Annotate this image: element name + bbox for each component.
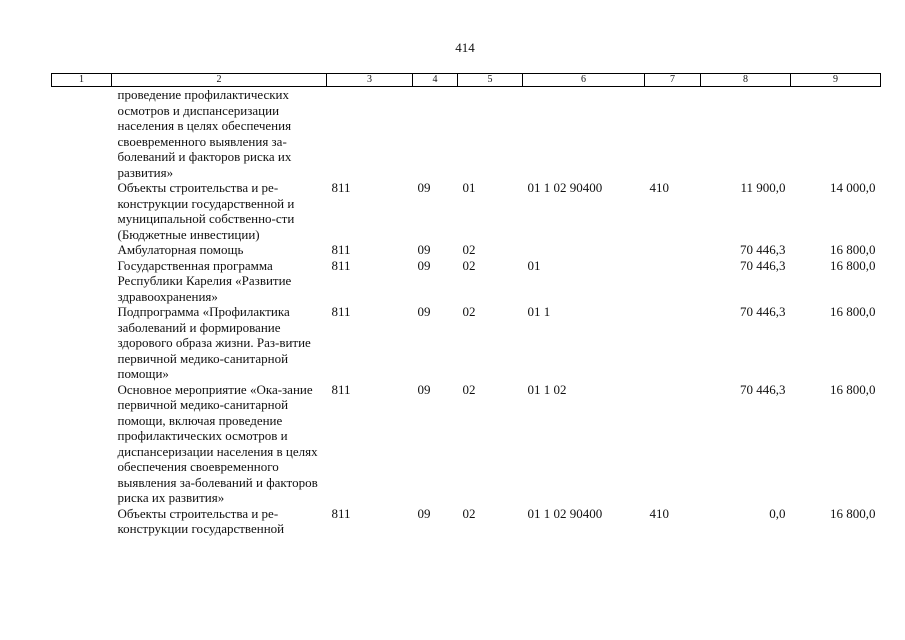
- column-number-7: 7: [645, 74, 701, 87]
- row-name: Объекты строительства и ре-конструкции государственной: [117, 505, 285, 536]
- row-sum-1: 70 446,3: [740, 304, 786, 319]
- column-number-6: 6: [523, 74, 645, 87]
- row-sum-1: 0,0: [769, 505, 786, 521]
- row-target-article: 01 1 02: [527, 381, 567, 397]
- row-name: проведение профилактических осмотров и диспансеризации населения в целях обеспечения своевременного выявления за-болеваний и факторов риска их развития»: [117, 87, 292, 180]
- row-sum-1: 11 900,0: [740, 180, 786, 195]
- row-grbs: 811: [331, 257, 351, 273]
- table-row: [52, 506, 881, 537]
- column-number-2: 2: [112, 74, 327, 87]
- table-row: [52, 304, 881, 382]
- row-name: Подпрограмма «Профилактика заболеваний и формирование здорового образа жизни. Раз-витие первичной медико-санитарной помощи»: [117, 304, 311, 381]
- table-row: [52, 87, 881, 181]
- row-section: 09: [417, 304, 431, 319]
- row-target-article: 01 1 02 90400: [527, 505, 603, 521]
- row-sum-2: 16 800,0: [830, 242, 876, 257]
- row-section: 09: [417, 180, 431, 195]
- row-grbs: 811: [331, 505, 351, 521]
- table-row: [52, 258, 881, 305]
- row-subsection: 01: [462, 180, 476, 195]
- row-grbs: [327, 87, 413, 181]
- row-sum-1: 70 446,3: [740, 381, 786, 397]
- row-section: 09: [417, 381, 431, 397]
- table-row: [52, 180, 881, 242]
- row-sum-2: 14 000,0: [830, 180, 876, 195]
- row-sum-2: 16 800,0: [830, 505, 876, 521]
- row-target-article: 01: [527, 257, 541, 273]
- row-name: Государственная программа Республики Карелия «Развитие здравоохранения»: [117, 257, 292, 304]
- row-grbs: 811: [331, 180, 351, 195]
- row-name: Объекты строительства и ре-конструкции государственной и муниципальной собственно-сти (Бюджетные инвестиции): [117, 180, 295, 242]
- row-target-article: [523, 87, 645, 181]
- row-expense-type: [645, 382, 701, 506]
- row-expense-type: [645, 87, 701, 181]
- page-number: 414: [455, 40, 475, 55]
- row-sum-1: [701, 87, 791, 181]
- row-sum-2: 16 800,0: [830, 381, 876, 397]
- row-subsection: 02: [462, 257, 476, 273]
- row-section: 09: [417, 505, 431, 521]
- row-subsection: 02: [462, 505, 476, 521]
- column-number-row: [52, 74, 881, 87]
- column-number-1: 1: [52, 74, 112, 87]
- row-target-article: [523, 242, 645, 258]
- row-subsection: 02: [462, 242, 476, 257]
- row-sum-2: 16 800,0: [830, 257, 876, 273]
- row-expense-type: [645, 242, 701, 258]
- row-target-article: 01 1: [527, 304, 551, 319]
- column-number-9: 9: [791, 74, 881, 87]
- row-section: [413, 87, 458, 181]
- row-subsection: 02: [462, 304, 476, 319]
- row-grbs: 811: [331, 304, 351, 319]
- row-sum-2: [791, 87, 881, 181]
- column-number-3: 3: [327, 74, 413, 87]
- row-grbs: 811: [331, 381, 351, 397]
- row-subsection: 02: [462, 381, 476, 397]
- row-expense-type: 410: [649, 505, 669, 521]
- budget-table: [51, 73, 881, 537]
- row-expense-type: [645, 304, 701, 382]
- row-target-article: 01 1 02 90400: [527, 180, 603, 195]
- row-sum-2: 16 800,0: [830, 304, 876, 319]
- row-sum-1: 70 446,3: [740, 242, 786, 257]
- row-section: 09: [417, 257, 431, 273]
- row-expense-type: 410: [649, 180, 669, 195]
- column-number-5: 5: [458, 74, 523, 87]
- row-name: Амбулаторная помощь: [117, 242, 244, 257]
- row-subsection: [458, 87, 523, 181]
- column-number-8: 8: [701, 74, 791, 87]
- row-name: Основное мероприятие «Ока-зание первичной медико-санитарной помощи, включая проведение профилактических осмотров и диспансеризации населения в целях обеспечения своевременного выявления за-болеваний и факторов риска их развития»: [117, 381, 318, 505]
- table-row: [52, 382, 881, 506]
- row-grbs: 811: [331, 242, 351, 257]
- table-row: [52, 242, 881, 258]
- column-number-4: 4: [413, 74, 458, 87]
- row-section: 09: [417, 242, 431, 257]
- row-sum-1: 70 446,3: [740, 257, 786, 273]
- row-expense-type: [645, 258, 701, 305]
